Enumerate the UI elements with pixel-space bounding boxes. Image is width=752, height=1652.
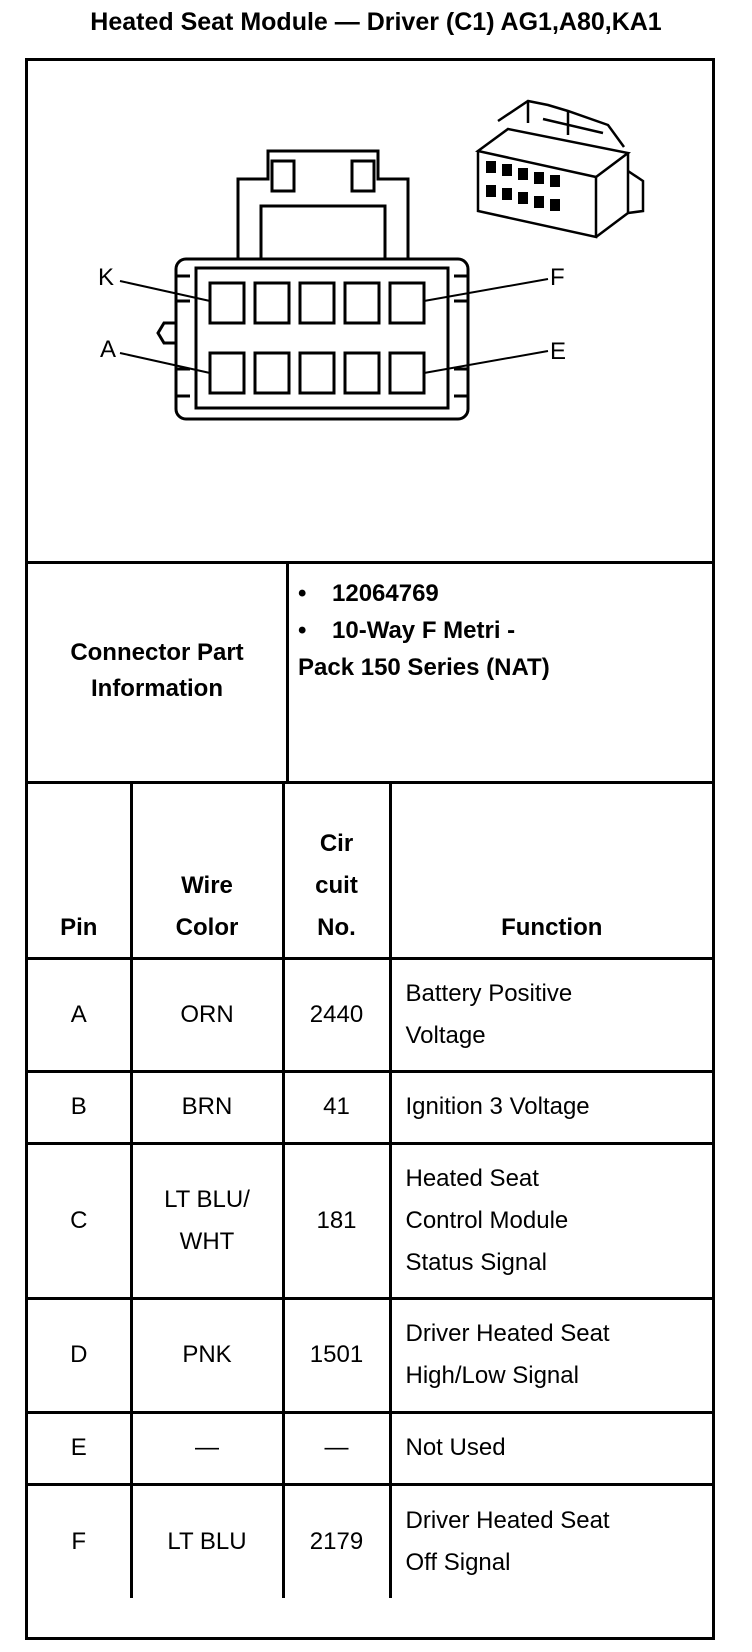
table-row <box>28 1143 712 1298</box>
function-cell: Ignition 3 Voltage <box>390 1071 712 1143</box>
connector-type-continuation: Pack 150 Series (NAT) <box>298 654 550 681</box>
table-header-row <box>28 781 712 958</box>
function-cell: Not Used <box>390 1412 712 1484</box>
wire-color-cell: PNK <box>131 1298 283 1412</box>
pin-label-a: A <box>100 336 117 363</box>
pin-label-k: K <box>98 264 115 291</box>
table-row <box>28 1412 712 1484</box>
wire-color-cell: LT BLU <box>131 1484 283 1598</box>
connector-face-drawing <box>28 61 712 561</box>
pin-cell: E <box>28 1412 131 1484</box>
pin-cell: D <box>28 1298 131 1412</box>
function-cell: Driver Heated Seat High/Low Signal <box>390 1298 712 1412</box>
circuit-cell: 41 <box>283 1071 390 1143</box>
table-row <box>28 1298 712 1412</box>
circuit-cell: 2179 <box>283 1484 390 1598</box>
wire-color-cell: LT BLU/ WHT <box>131 1143 283 1298</box>
part-number: 12064769 <box>332 580 439 607</box>
circuit-cell: — <box>283 1412 390 1484</box>
header-pin: Pin <box>28 781 131 958</box>
connector-diagram <box>28 61 712 564</box>
header-function: Function <box>390 781 712 958</box>
header-wire-color: Wire Color <box>131 781 283 958</box>
wire-color-cell: BRN <box>131 1071 283 1143</box>
connector-document <box>25 58 715 1640</box>
connector-info-heading-line2: Information <box>90 675 223 702</box>
pin-label-e: E <box>550 338 567 365</box>
pin-cell: C <box>28 1143 131 1298</box>
pin-cell: A <box>28 958 131 1071</box>
wire-color-cell: ORN <box>131 958 283 1071</box>
bullet-icon: • <box>298 617 307 644</box>
page-title: Heated Seat Module — Driver (C1) AG1,A80,KA1 <box>90 8 662 36</box>
circuit-cell: 181 <box>283 1143 390 1298</box>
circuit-cell: 2440 <box>283 958 390 1071</box>
circuit-cell: 1501 <box>283 1298 390 1412</box>
pin-cell: B <box>28 1071 131 1143</box>
pinout-table <box>28 781 712 1598</box>
function-cell: Driver Heated Seat Off Signal <box>390 1484 712 1598</box>
connector-type: 10-Way F Metri - <box>332 617 516 644</box>
function-cell: Heated Seat Control Module Status Signal <box>390 1143 712 1298</box>
connector-part-info <box>28 561 712 784</box>
bullet-icon: • <box>298 580 307 607</box>
part-number-row <box>298 575 708 612</box>
pin-label-f: F <box>550 264 565 291</box>
wire-color-cell: — <box>131 1412 283 1484</box>
function-cell: Battery Positive Voltage <box>390 958 712 1071</box>
pin-cell: F <box>28 1484 131 1598</box>
connector-type-row <box>298 612 708 649</box>
connector-info-heading <box>28 561 289 781</box>
header-circuit-no: Cir cuit No. <box>283 781 390 958</box>
table-row <box>28 1071 712 1143</box>
table-row <box>28 1484 712 1598</box>
connector-info-heading-line1: Connector Part <box>70 639 244 666</box>
table-row <box>28 958 712 1071</box>
connector-info-values <box>298 575 708 686</box>
